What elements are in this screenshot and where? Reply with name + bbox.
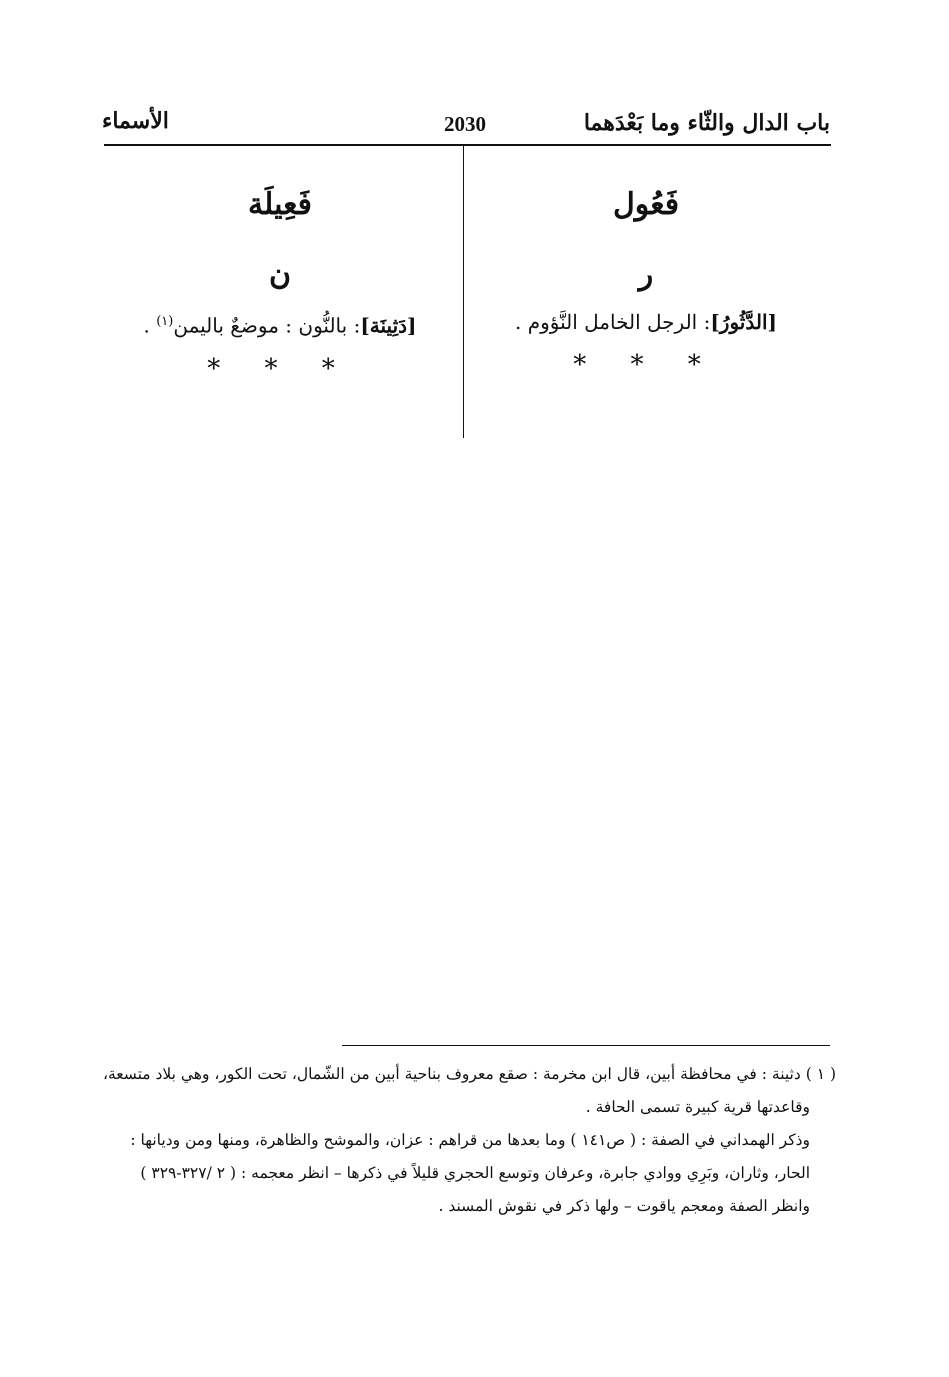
- entry-definition: : الرجل الخامل النَّؤوم .: [515, 310, 711, 334]
- footnotes: [98, 1058, 836, 1223]
- footnote-line: وانظر الصفة ومعجم ياقوت – ولها ذكر في نقوش المسند .: [438, 1197, 810, 1215]
- separator-stars: * * *: [207, 353, 353, 384]
- entry-end: .: [143, 313, 157, 338]
- pattern-heading: فَعُول: [612, 187, 680, 222]
- letter-heading: ن: [268, 257, 292, 292]
- footnote-line: ( ١ ) دثينة : في محافظة أبين، قال ابن مخرمة : صقع معروف بناحية أبين من الشّمال، تحت الكور، وهي بلاد متسعة،: [102, 1065, 836, 1083]
- column-divider: [463, 146, 464, 438]
- chapter-title: باب الدال والثّاء وما بَعْدَهما: [583, 110, 830, 136]
- dictionary-entry: [100, 304, 460, 344]
- separator-stars: * * *: [573, 350, 719, 380]
- entry-definition: : بالنُّون : موضعٌ باليمن: [173, 313, 361, 338]
- pattern-heading: فَعِيلَة: [248, 187, 312, 222]
- footnote-divider: [342, 1045, 830, 1046]
- dictionary-entry: [466, 304, 826, 340]
- footnote-line: الحار، وثاران، وبَرِي ووادي جابرة، وعرفان وتوسع الحجري قليلاً في ذكرها – انظر معجمه : ( ٢ /٣٢٧-٣٢٩ ): [140, 1164, 810, 1182]
- footnote-line: وقاعدتها قرية كبيرة تسمى الحافة .: [585, 1098, 810, 1116]
- footnote-reference: (١): [156, 314, 174, 329]
- letter-heading: ر: [638, 257, 654, 292]
- entry-headword: [دَثِينَة]: [360, 313, 417, 338]
- column-left: [100, 180, 460, 384]
- page-header: [100, 102, 830, 142]
- header-divider: [104, 144, 831, 146]
- page-number: 2030: [444, 112, 486, 136]
- section-title: الأسماء: [102, 108, 169, 134]
- footnote-line: وذكر الهمداني في الصفة : ( ص١٤١ ) وما بعدها من قراهم : عزان، والموشح والظاهرة، ومنها ومن وديانها :: [130, 1131, 810, 1149]
- column-right: [466, 180, 826, 380]
- entry-headword: [الدَّثُورُ]: [710, 310, 777, 334]
